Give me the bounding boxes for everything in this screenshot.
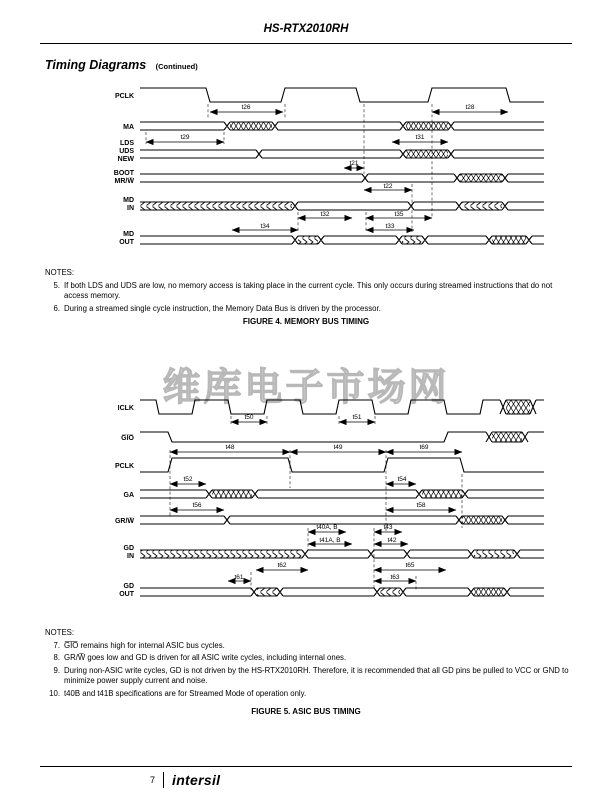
timing-label-t58: t58: [416, 502, 426, 509]
page-number: 7: [150, 775, 156, 785]
note-text: If both LDS and UDS are low, no memory access is taking place in the current cycle. This only occurs during streamed instructions that do not access memory.: [64, 280, 553, 301]
section-title: Timing Diagrams: [45, 58, 147, 72]
fig4-label-md-out-2: OUT: [119, 239, 134, 246]
fig5-gd-in-waveform: [140, 550, 544, 558]
fig4-label-lds: LDS: [120, 140, 134, 147]
note-text: GR/W̅ goes low and GD is driven for all ASIC write cycles, including internal ones.: [64, 653, 347, 663]
timing-label-t42: t42: [387, 537, 397, 544]
doc-title: HS-RTX2010RH: [263, 23, 349, 35]
figure4-memory-bus-timing-diagram: [56, 78, 556, 263]
timing-label-t35: t35: [394, 211, 404, 218]
fig4-label-pclk: PCLK: [114, 93, 134, 100]
fig5-label-grw: GR/W̅: [114, 518, 134, 525]
fig4-label-md-out-1: MD: [123, 231, 134, 238]
note-text: During non-ASIC write cycles, GD is not driven by the HS-RTX2010RH. Therefore, it is recommended that all GD pins be pulled to VCC or GND to minimize power supply current and noise.: [64, 665, 569, 686]
timing-label-t22: t22: [383, 183, 393, 190]
fig5-iclk-waveform: [140, 400, 544, 414]
footer-divider: [163, 772, 164, 788]
timing-label-t69: t69: [419, 444, 429, 451]
timing-label-t28: t28: [465, 104, 475, 111]
timing-label-t40ab: t40A, B: [316, 524, 338, 531]
timing-label-t33: t33: [385, 223, 395, 230]
fig4-label-new: NEW: [117, 156, 134, 163]
footer-rule: [40, 766, 572, 767]
timing-label-t62: t62: [277, 562, 287, 569]
note-number: 9.: [53, 665, 60, 675]
timing-label-t21: t21: [349, 160, 359, 167]
fig4-pclk-waveform: [140, 88, 544, 102]
fig4-label-uds: UDS: [119, 148, 134, 155]
timing-label-t43: t43: [383, 524, 393, 531]
fig5-label-gd-out-2: OUT: [119, 591, 134, 598]
timing-label-t61: t61: [234, 574, 244, 581]
fig4-label-ma: MA: [123, 124, 134, 131]
notes-title: NOTES:: [45, 628, 75, 637]
fig5-gd-out-waveform: [140, 588, 544, 596]
fig5-label-iclk: ICLK: [117, 405, 134, 412]
figure5-caption: FIGURE 5. ASIC BUS TIMING: [251, 707, 361, 716]
note-item-6: [45, 304, 572, 315]
footer: [150, 772, 220, 788]
timing-label-t50: t50: [244, 414, 254, 421]
timing-label-t51: t51: [352, 414, 362, 421]
timing-label-t65: t65: [405, 562, 415, 569]
timing-label-t52: t52: [183, 476, 193, 483]
fig4-signal-labels: [114, 93, 135, 246]
header-rule: [40, 43, 572, 44]
figure5-asic-bus-timing-diagram: [56, 392, 556, 627]
watermark-text: 维库电子市场网: [162, 367, 450, 409]
notes-title: NOTES:: [45, 268, 75, 277]
fig5-pclk-waveform: [140, 458, 544, 472]
timing-label-t56: t56: [192, 502, 202, 509]
section-continued-label: (Continued): [155, 62, 198, 71]
timing-label-t29: t29: [180, 134, 190, 141]
timing-label-t49: t49: [333, 444, 343, 451]
fig4-dashed-guides: [146, 104, 432, 232]
fig5-grw-waveform: [140, 516, 544, 524]
fig5-label-gio: G̅I̅O̅: [121, 435, 134, 442]
note-item-10: [45, 689, 572, 700]
note-item-7: [45, 641, 572, 652]
fig5-label-ga: GA: [123, 492, 134, 499]
note-item-9: [45, 666, 572, 687]
note-number: 10.: [49, 688, 60, 698]
fig4-md-out-waveform: [140, 236, 544, 244]
section-heading: [45, 56, 198, 74]
timing-label-t32: t32: [320, 211, 330, 218]
fig4-boot-mrw-waveform: [140, 174, 544, 182]
timing-label-t63: t63: [390, 574, 400, 581]
fig5-label-pclk: PCLK: [114, 463, 134, 470]
timing-label-t48: t48: [225, 444, 235, 451]
fig4-label-md-in-2: IN: [127, 205, 134, 212]
note-item-5: [45, 281, 572, 302]
notes-block-figure5: [45, 628, 572, 701]
note-text: t40B and t41B specifications are for Streamed Mode of operation only.: [64, 688, 307, 698]
note-text: G̅I̅O̅ remains high for internal ASIC bus cycles.: [64, 640, 225, 650]
timing-label-t34: t34: [260, 223, 270, 230]
fig4-md-in-waveform: [140, 202, 544, 210]
note-number: 8.: [53, 653, 60, 663]
fig4-label-md-in-1: MD: [123, 197, 134, 204]
fig5-ga-waveform: [140, 490, 544, 498]
fig5-label-gd-in-2: IN: [127, 553, 134, 560]
fig4-label-mrw: MR/W̅: [114, 178, 134, 185]
timing-label-t54: t54: [397, 476, 407, 483]
fig5-gio-waveform: [140, 432, 544, 442]
note-number: 7.: [53, 640, 60, 650]
notes-block-figure4: [45, 268, 572, 316]
fig5-label-gd-out-1: GD: [123, 583, 134, 590]
fig4-label-boot: BOOT: [113, 170, 134, 177]
fig5-signal-labels: [115, 405, 135, 598]
note-number: 5.: [53, 280, 60, 290]
timing-label-t26: t26: [241, 104, 251, 111]
fig4-lds-uds-new-waveform: [140, 150, 544, 158]
note-item-8: [45, 653, 572, 664]
timing-label-t41ab: t41A, B: [319, 537, 341, 544]
intersil-logo: intersil: [172, 772, 221, 788]
fig4-ma-waveform: [140, 122, 544, 130]
timing-label-t31: t31: [415, 134, 425, 141]
note-number: 6.: [53, 303, 60, 313]
note-text: During a streamed single cycle instruction, the Memory Data Bus is driven by the processor.: [64, 303, 381, 313]
figure4-caption: FIGURE 4. MEMORY BUS TIMING: [242, 317, 370, 326]
fig5-label-gd-in-1: GD: [123, 545, 134, 552]
